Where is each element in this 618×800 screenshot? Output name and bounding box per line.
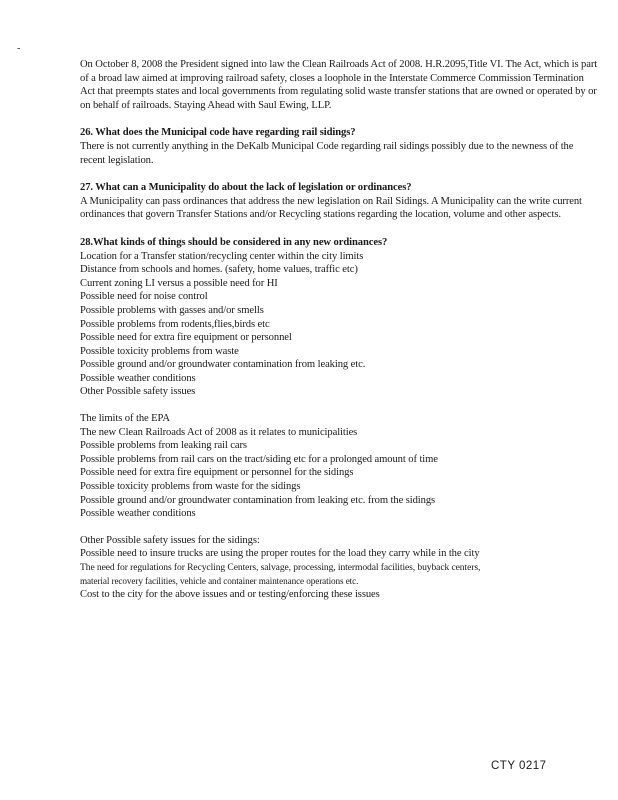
list-item: Possible weather conditions — [80, 508, 196, 520]
document-body — [80, 58, 600, 602]
sidings-section-list — [80, 547, 600, 601]
list-item: Distance from schools and homes. (safety, home values, traffic etc) — [80, 264, 358, 276]
bates-number: CTY 0217 — [491, 760, 547, 772]
list-item: The new Clean Railroads Act of 2008 as it relates to municipalities — [80, 426, 358, 438]
list-item: Possible problems with gasses and/or smells — [80, 304, 264, 316]
list-item: Possible need for noise control — [80, 291, 208, 303]
list-item: Possible need for extra fire equipment or personnel for the sidings — [80, 467, 354, 479]
list-item: Other Possible safety issues — [80, 386, 196, 398]
list-item: The need for regulations for Recycling Centers, salvage, processing, intermodal facilities, buyback centers, — [80, 562, 481, 573]
epa-section-heading: The limits of the EPA — [80, 413, 170, 425]
list-item: Current zoning LI versus a possible need for HI — [80, 277, 278, 289]
question-26-answer: There is not currently anything in the DeKalb Municipal Code regarding rail sidings possibly due to the newness of the recent legislation. — [80, 140, 574, 166]
list-item: material recovery facilities, vehicle and container maintenance operations etc. — [80, 575, 359, 586]
list-item: Possible problems from rail cars on the tract/siding etc for a prolonged amount of time — [80, 453, 438, 465]
list-item: Possible toxicity problems from waste — [80, 345, 239, 357]
question-28-heading: 28.What kinds of things should be considered in any new ordinances? — [80, 236, 388, 248]
question-26-heading: 26. What does the Municipal code have regarding rail sidings? — [80, 127, 356, 139]
intro-paragraph: On October 8, 2008 the President signed into law the Clean Railroads Act of 2008. H.R.2095,Title VI. The Act, which is part of a broad law aimed at improving railroad safety, closes a loophole in the Interstate Commerce Commission Termination Act that preempts states and local governments from regulating solid waste transfer stations that are owned or operated by or on behalf of railroads. Staying Ahead with Saul Ewing, LLP. — [80, 59, 598, 111]
list-item: Possible toxicity problems from waste for the sidings — [80, 481, 301, 493]
list-item: Possible problems from leaking rail cars — [80, 440, 247, 452]
sidings-section-heading: Other Possible safety issues for the sidings: — [80, 534, 260, 546]
question-27-heading: 27. What can a Municipality do about the lack of legislation or ordinances? — [80, 182, 412, 194]
question-28-list — [80, 250, 600, 400]
list-item: Possible need for extra fire equipment or personnel — [80, 332, 292, 344]
list-item: Possible ground and/or groundwater contamination from leaking etc. from the sidings — [80, 494, 436, 506]
list-item: Cost to the city for the above issues and or testing/enforcing these issues — [80, 589, 380, 601]
list-item: Location for a Transfer station/recycling center within the city limits — [80, 250, 364, 262]
stray-mark: - — [17, 43, 21, 54]
list-item: Possible ground and/or groundwater contamination from leaking etc. — [80, 359, 366, 371]
question-27-answer: A Municipality can pass ordinances that address the new legislation on Rail Sidings. A Municipality can the write current ordinances that govern Transfer Stations and/or Recycling stations regarding the location, volume and other aspects. — [80, 195, 582, 221]
epa-section-list — [80, 426, 600, 521]
list-item: Possible weather conditions — [80, 372, 196, 384]
list-item: Possible problems from rodents,flies,birds etc — [80, 318, 270, 330]
list-item: Possible need to insure trucks are using the proper routes for the load they carry while in the city — [80, 548, 480, 560]
